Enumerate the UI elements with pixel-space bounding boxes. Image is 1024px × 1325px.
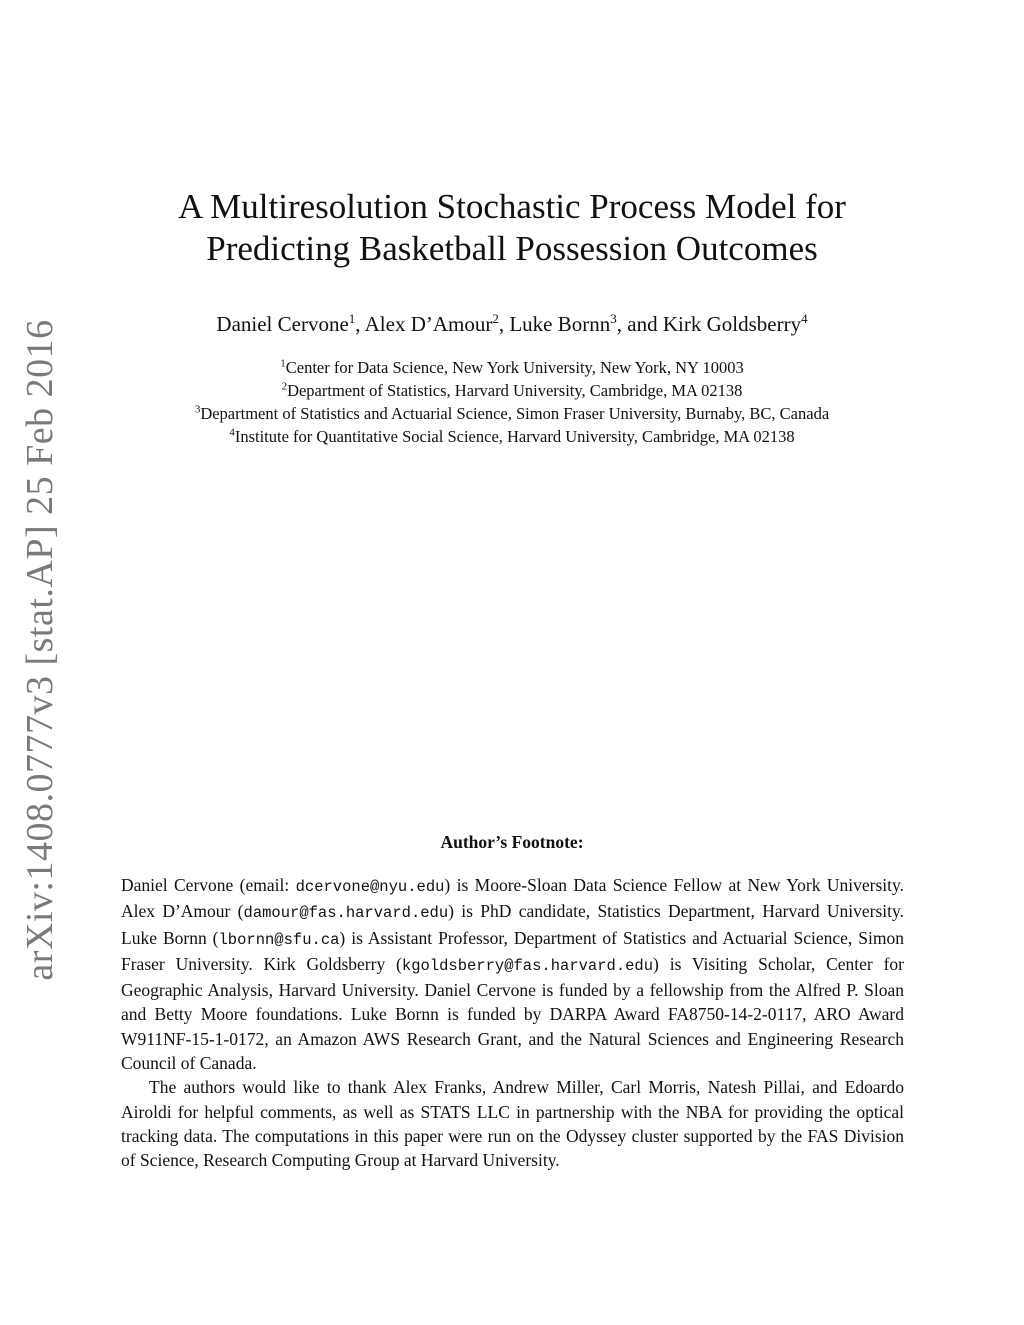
author-separator: , xyxy=(498,312,510,336)
email-link[interactable]: damour@fas.harvard.edu xyxy=(243,904,449,923)
paper-title xyxy=(0,186,1024,270)
author-list xyxy=(0,310,1024,338)
affiliation-text: Center for Data Science, New York University, New York, NY 10003 xyxy=(285,358,744,377)
affiliation-text: Institute for Quantitative Social Science, Harvard University, Cambridge, MA 02138 xyxy=(234,427,795,446)
affiliation-line xyxy=(0,356,1024,379)
author-name: Daniel Cervone xyxy=(216,312,349,336)
arxiv-identifier-stamp: arXiv:1408.0777v3 [stat.AP] 25 Feb 2016 xyxy=(19,319,61,981)
affiliation-mark: 3 xyxy=(194,403,201,416)
affiliation-mark: 4 xyxy=(229,426,235,439)
email-link[interactable]: lbornn@sfu.ca xyxy=(218,930,340,949)
author-affiliation-mark: 4 xyxy=(801,311,808,326)
title-line-1: A Multiresolution Stochastic Process Model for xyxy=(178,187,846,226)
footnote-text: ) is Moore-Sloan Data Science Fellow at New York University. Alex D’Amour ( xyxy=(121,875,904,922)
affiliation-list xyxy=(0,356,1024,448)
affiliation-text: Department of Statistics, Harvard University, Cambridge, MA 02138 xyxy=(287,381,743,400)
affiliation-mark: 1 xyxy=(280,357,286,370)
affiliation-line xyxy=(0,379,1024,402)
affiliation-line xyxy=(0,402,1024,425)
footnote-text: ) is PhD candidate, Statistics Department, Harvard University. Luke Bornn ( xyxy=(121,901,904,948)
footnote-text: Daniel Cervone (email: xyxy=(121,875,296,895)
author-name: Alex D’Amour xyxy=(364,312,493,336)
author-separator: , xyxy=(355,312,365,336)
affiliation-text: Department of Statistics and Actuarial Science, Simon Fraser University, Burnaby, BC, Canada xyxy=(200,404,830,423)
footnote-text: ) is Assistant Professor, Department of Statistics and Actuarial Science, Simon Fraser University. Kirk Goldsberry ( xyxy=(121,927,904,974)
author-separator: , and xyxy=(616,312,663,336)
author-affiliation-mark: 1 xyxy=(348,311,356,326)
footnote-body xyxy=(121,873,904,1173)
affiliation-mark: 2 xyxy=(281,380,288,393)
footnote-heading: Author’s Footnote: xyxy=(440,832,584,852)
title-line-2: Predicting Basketball Possession Outcomes xyxy=(206,229,818,268)
email-link[interactable]: dcervone@nyu.edu xyxy=(295,878,445,896)
author-affiliation-mark: 3 xyxy=(610,311,617,326)
affiliation-line xyxy=(0,425,1024,448)
author-name: Luke Bornn xyxy=(509,312,611,336)
footnote-paragraph-1 xyxy=(121,873,904,1075)
email-link[interactable]: kgoldsberry@fas.harvard.edu xyxy=(401,956,654,975)
author-name: Kirk Goldsberry xyxy=(662,312,802,336)
author-affiliation-mark: 2 xyxy=(492,311,499,326)
footnote-text: ) is Visiting Scholar, Center for Geographic Analysis, Harvard University. Daniel Cervone is funded by a fellowship from the Alfred P. Sloan and Betty Moore foundations. Luke Bornn is funded by DARPA Award FA8750-14-2-0117, ARO Award W911NF-15-1-0172, an Amazon AWS Research Grant, and the Natural Sciences and Engineering Research Council of Canada. xyxy=(121,953,904,1074)
footnote-paragraph-2: The authors would like to thank Alex Franks, Andrew Miller, Carl Morris, Natesh Pillai, and Edoardo Airoldi for helpful comments, as well as STATS LLC in partnership with the NBA for providing the optical tracking data. The computations in this paper were run on the Odyssey cluster supported by the FAS Division of Science, Research Computing Group at Harvard University. xyxy=(121,1077,904,1171)
